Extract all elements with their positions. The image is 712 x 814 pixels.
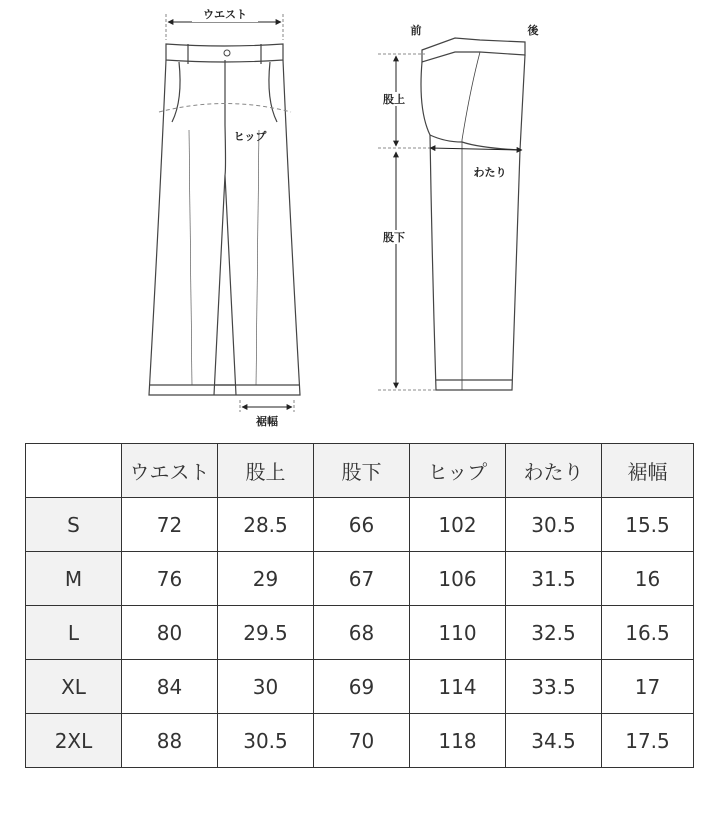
table-cell: 33.5 (506, 660, 602, 714)
table-cell: 17 (602, 660, 694, 714)
table-cell: 30.5 (218, 714, 314, 768)
header-hem: 裾幅 (602, 444, 694, 498)
table-cell: 32.5 (506, 606, 602, 660)
header-thigh: わたり (506, 444, 602, 498)
table-cell: 114 (410, 660, 506, 714)
size-table (25, 443, 694, 768)
table-row (26, 714, 694, 768)
table-cell: 69 (314, 660, 410, 714)
table-cell: 29 (218, 552, 314, 606)
table-cell: 76 (122, 552, 218, 606)
header-corner (26, 444, 122, 498)
table-cell: 72 (122, 498, 218, 552)
header-hip: ヒップ (410, 444, 506, 498)
table-cell: 88 (122, 714, 218, 768)
table-cell: 80 (122, 606, 218, 660)
table-row (26, 606, 694, 660)
size-label: 2XL (26, 714, 122, 768)
table-cell: 16.5 (602, 606, 694, 660)
table-cell: 70 (314, 714, 410, 768)
rise-label: 股上 (383, 93, 405, 106)
header-rise: 股上 (218, 444, 314, 498)
size-label: XL (26, 660, 122, 714)
hem-label: 裾幅 (256, 415, 278, 428)
size-label: M (26, 552, 122, 606)
table-cell: 16 (602, 552, 694, 606)
table-cell: 28.5 (218, 498, 314, 552)
front-label: 前 (410, 24, 422, 37)
size-label: S (26, 498, 122, 552)
table-row (26, 552, 694, 606)
table-cell: 29.5 (218, 606, 314, 660)
table-cell: 34.5 (506, 714, 602, 768)
table-cell: 102 (410, 498, 506, 552)
table-cell: 30.5 (506, 498, 602, 552)
table-cell: 30 (218, 660, 314, 714)
inseam-label: 股下 (383, 231, 405, 244)
table-cell: 67 (314, 552, 410, 606)
table-cell: 106 (410, 552, 506, 606)
header-waist: ウエスト (122, 444, 218, 498)
table-cell: 15.5 (602, 498, 694, 552)
side-view-pants (421, 38, 525, 390)
size-label: L (26, 606, 122, 660)
thigh-label: わたり (473, 166, 507, 179)
hip-label: ヒップ (233, 130, 267, 143)
table-cell: 17.5 (602, 714, 694, 768)
button-icon (224, 50, 230, 56)
table-cell: 66 (314, 498, 410, 552)
back-label: 後 (527, 24, 539, 37)
table-header-row (26, 444, 694, 498)
table-cell: 31.5 (506, 552, 602, 606)
table-row (26, 498, 694, 552)
waist-label: ウエスト (203, 8, 247, 21)
table-cell: 68 (314, 606, 410, 660)
front-view-pants (149, 44, 300, 395)
table-cell: 84 (122, 660, 218, 714)
table-cell: 110 (410, 606, 506, 660)
table-row (26, 660, 694, 714)
table-cell: 118 (410, 714, 506, 768)
header-inseam: 股下 (314, 444, 410, 498)
